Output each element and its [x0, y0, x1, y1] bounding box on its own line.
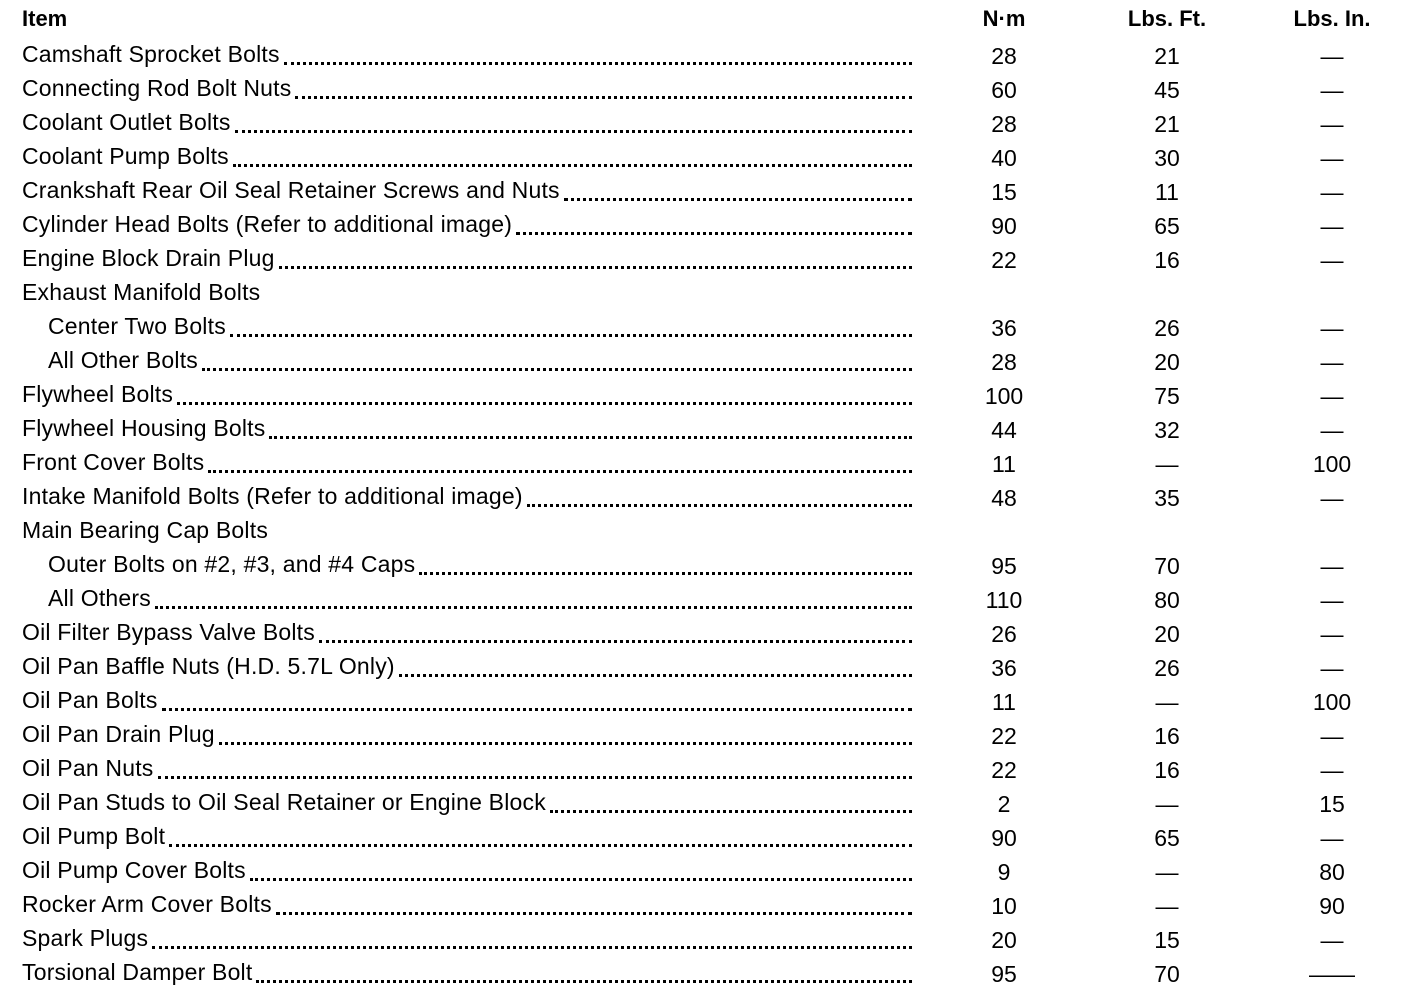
value-pound-inches: 90: [1319, 893, 1345, 919]
item-cell: [22, 173, 912, 207]
dot-leader: [235, 105, 912, 139]
table-row: [0, 71, 1408, 105]
dot-leader: [269, 411, 912, 445]
item-label: Outer Bolts on #2, #3, and #4 Caps: [48, 550, 416, 577]
value-pound-feet: 45: [1154, 77, 1180, 103]
value-pound-feet: 30: [1154, 145, 1180, 171]
table-row: [0, 853, 1408, 887]
value-newton-meters: 100: [984, 383, 1024, 409]
item-cell: [22, 207, 912, 241]
value-newton-meters: 95: [991, 553, 1017, 579]
value-pound-feet: —: [1155, 791, 1179, 817]
table-row: [0, 173, 1408, 207]
item-cell: [22, 139, 912, 173]
item-label: Engine Block Drain Plug: [22, 244, 275, 271]
header-newton-meters: N·m: [982, 6, 1026, 31]
value-newton-meters: 36: [991, 315, 1017, 341]
dot-leader: [550, 785, 912, 819]
item-cell: [22, 411, 912, 445]
item-cell: [22, 615, 912, 649]
item-cell: [22, 887, 912, 921]
dot-leader: [155, 581, 912, 615]
value-pound-feet: 20: [1154, 349, 1180, 375]
table-row: [0, 139, 1408, 173]
table-row: [0, 207, 1408, 241]
item-cell: [22, 513, 912, 547]
table-row: [0, 37, 1408, 71]
value-pound-feet: 65: [1154, 825, 1180, 851]
dot-leader: [527, 479, 912, 513]
table-row: [0, 717, 1408, 751]
value-newton-meters: 10: [991, 893, 1017, 919]
value-newton-meters: 28: [991, 43, 1017, 69]
table-row: [0, 615, 1408, 649]
item-cell: [22, 275, 912, 309]
table-row: [0, 683, 1408, 717]
value-pound-feet: 65: [1154, 213, 1180, 239]
dot-leader: [158, 751, 912, 785]
item-cell: [22, 479, 912, 513]
item-label: Main Bearing Cap Bolts: [22, 516, 269, 543]
value-newton-meters: 22: [991, 247, 1017, 273]
item-label: Connecting Rod Bolt Nuts: [22, 74, 292, 101]
value-newton-meters: 48: [991, 485, 1017, 511]
table-row: [0, 887, 1408, 921]
value-pound-inches: —: [1320, 553, 1344, 579]
dot-leader: [419, 547, 912, 581]
value-newton-meters: 11: [992, 451, 1016, 477]
table-row: [0, 105, 1408, 139]
item-label: Oil Pan Drain Plug: [22, 720, 215, 747]
value-pound-feet: 35: [1154, 485, 1180, 511]
value-newton-meters: [944, 513, 1064, 547]
dot-leader: [276, 887, 912, 921]
value-pound-inches: [1272, 275, 1392, 309]
value-pound-inches: —: [1320, 723, 1344, 749]
table-row: [0, 411, 1408, 445]
item-cell: [22, 377, 912, 411]
item-cell: [22, 37, 912, 71]
item-label: Torsional Damper Bolt: [22, 958, 253, 985]
item-cell: [22, 105, 912, 139]
dot-leader: [279, 241, 912, 275]
value-pound-feet: 70: [1154, 961, 1180, 987]
value-pound-feet: —: [1155, 893, 1179, 919]
value-newton-meters: 20: [991, 927, 1017, 953]
table-row: [0, 343, 1408, 377]
item-label: Coolant Outlet Bolts: [22, 108, 231, 135]
table-row: [0, 921, 1408, 955]
item-cell: [22, 921, 912, 955]
value-pound-inches: —: [1320, 111, 1344, 137]
value-pound-feet: [1107, 513, 1227, 547]
item-label: All Other Bolts: [48, 346, 198, 373]
item-cell: [22, 649, 912, 683]
value-pound-inches: —: [1320, 621, 1344, 647]
table-row: [0, 581, 1408, 615]
value-pound-inches: —: [1320, 43, 1344, 69]
item-cell: [48, 547, 912, 581]
item-label: Crankshaft Rear Oil Seal Retainer Screws and Nuts: [22, 176, 560, 203]
item-cell: [22, 785, 912, 819]
value-pound-feet: —: [1155, 689, 1179, 715]
value-newton-meters: 90: [991, 213, 1017, 239]
item-cell: [22, 819, 912, 853]
dot-leader: [399, 649, 912, 683]
value-pound-inches: 100: [1312, 451, 1352, 477]
value-pound-inches: —: [1320, 587, 1344, 613]
value-pound-feet: —: [1155, 451, 1179, 477]
value-newton-meters: 95: [991, 961, 1017, 987]
value-newton-meters: 60: [991, 77, 1017, 103]
item-cell: [22, 717, 912, 751]
header-pound-feet: Lbs. Ft.: [1127, 6, 1207, 31]
item-cell: [48, 309, 912, 343]
dot-leader: [230, 309, 912, 343]
value-pound-inches: 100: [1312, 689, 1352, 715]
dot-leader: [219, 717, 912, 751]
item-label: Oil Pump Bolt: [22, 822, 166, 849]
value-pound-feet: 15: [1154, 927, 1180, 953]
item-cell: [22, 445, 912, 479]
table-row: [0, 785, 1408, 819]
value-pound-feet: 75: [1154, 383, 1180, 409]
item-label: Coolant Pump Bolts: [22, 142, 229, 169]
item-label: Front Cover Bolts: [22, 448, 205, 475]
table-row: [0, 377, 1408, 411]
value-pound-feet: 21: [1154, 111, 1180, 137]
dot-leader: [208, 445, 912, 479]
dot-leader: [202, 343, 912, 377]
value-pound-inches: —: [1320, 655, 1344, 681]
value-pound-inches: —: [1320, 927, 1344, 953]
item-label: Cylinder Head Bolts (Refer to additional image): [22, 210, 513, 237]
value-pound-feet: [1107, 275, 1227, 309]
item-cell: [48, 581, 912, 615]
item-label: Center Two Bolts: [48, 312, 226, 339]
value-pound-feet: 16: [1154, 723, 1180, 749]
value-pound-inches: —: [1320, 315, 1344, 341]
dot-leader: [319, 615, 912, 649]
table-row: [0, 955, 1408, 989]
table-row: [0, 819, 1408, 853]
table-row: [0, 649, 1408, 683]
table-row: [0, 241, 1408, 275]
table-group-heading: [0, 513, 1408, 547]
value-pound-feet: 80: [1154, 587, 1180, 613]
value-pound-inches: —: [1320, 485, 1344, 511]
value-pound-inches: —: [1320, 417, 1344, 443]
value-newton-meters: 22: [991, 723, 1017, 749]
item-cell: [48, 343, 912, 377]
header-item: Item: [22, 6, 68, 31]
value-pound-inches: —: [1320, 145, 1344, 171]
value-newton-meters: 28: [991, 111, 1017, 137]
header-pound-inches: Lbs. In.: [1293, 6, 1371, 31]
value-newton-meters: 40: [991, 145, 1017, 171]
value-newton-meters: 22: [991, 757, 1017, 783]
value-pound-feet: 26: [1154, 315, 1180, 341]
value-newton-meters: 28: [991, 349, 1017, 375]
value-newton-meters: 36: [991, 655, 1017, 681]
value-pound-feet: 16: [1154, 757, 1180, 783]
value-pound-inches: —: [1320, 77, 1344, 103]
value-newton-meters: 15: [991, 179, 1017, 205]
item-label: Oil Filter Bypass Valve Bolts: [22, 618, 315, 645]
dot-leader: [516, 207, 912, 241]
value-pound-feet: 26: [1154, 655, 1180, 681]
value-pound-feet: 70: [1154, 553, 1180, 579]
value-pound-inches: —: [1320, 213, 1344, 239]
dot-leader: [256, 955, 912, 989]
item-label: Rocker Arm Cover Bolts: [22, 890, 272, 917]
item-label: Spark Plugs: [22, 924, 149, 951]
item-label: Flywheel Housing Bolts: [22, 414, 266, 441]
value-pound-feet: 21: [1154, 43, 1180, 69]
value-newton-meters: 44: [991, 417, 1017, 443]
item-cell: [22, 683, 912, 717]
item-cell: [22, 241, 912, 275]
table-row: [0, 445, 1408, 479]
value-pound-inches: —: [1320, 757, 1344, 783]
item-label: Oil Pan Studs to Oil Seal Retainer or Engine Block: [22, 788, 546, 815]
item-label: Oil Pan Nuts: [22, 754, 154, 781]
value-pound-feet: 20: [1154, 621, 1180, 647]
item-cell: [22, 71, 912, 105]
dot-leader: [152, 921, 912, 955]
item-cell: [22, 955, 912, 989]
dot-leader: [284, 37, 912, 71]
value-pound-feet: 32: [1154, 417, 1180, 443]
dot-leader: [250, 853, 912, 887]
item-cell: [22, 853, 912, 887]
value-pound-feet: 16: [1154, 247, 1180, 273]
dot-leader: [177, 377, 912, 411]
value-pound-inches: —: [1320, 179, 1344, 205]
value-pound-inches: —: [1320, 383, 1344, 409]
dot-leader: [169, 819, 912, 853]
item-label: Oil Pan Baffle Nuts (H.D. 5.7L Only): [22, 652, 395, 679]
dot-leader: [564, 173, 912, 207]
value-pound-inches: 15: [1319, 791, 1345, 817]
value-newton-meters: 90: [991, 825, 1017, 851]
value-pound-inches: —: [1320, 825, 1344, 851]
value-newton-meters: 2: [997, 791, 1011, 817]
value-pound-inches: [1272, 513, 1392, 547]
value-newton-meters: 9: [997, 859, 1011, 885]
item-label: Flywheel Bolts: [22, 380, 174, 407]
value-newton-meters: 11: [992, 689, 1016, 715]
value-pound-inches: ——: [1309, 961, 1355, 987]
value-pound-inches: —: [1320, 349, 1344, 375]
value-pound-inches: 80: [1319, 859, 1345, 885]
item-label: Exhaust Manifold Bolts: [22, 278, 261, 305]
item-label: Camshaft Sprocket Bolts: [22, 40, 280, 67]
value-newton-meters: [944, 275, 1064, 309]
item-label: Intake Manifold Bolts (Refer to additional image): [22, 482, 523, 509]
item-label: Oil Pan Bolts: [22, 686, 158, 713]
item-cell: [22, 751, 912, 785]
item-label: All Others: [48, 584, 151, 611]
value-pound-feet: 11: [1155, 179, 1179, 205]
table-group-heading: [0, 275, 1408, 309]
value-pound-inches: —: [1320, 247, 1344, 273]
table-row: [0, 547, 1408, 581]
value-pound-feet: —: [1155, 859, 1179, 885]
value-newton-meters: 26: [991, 621, 1017, 647]
item-label: Oil Pump Cover Bolts: [22, 856, 246, 883]
table-row: [0, 479, 1408, 513]
table-row: [0, 309, 1408, 343]
dot-leader: [295, 71, 912, 105]
value-newton-meters: 110: [985, 587, 1023, 613]
dot-leader: [233, 139, 912, 173]
dot-leader: [162, 683, 912, 717]
table-row: [0, 751, 1408, 785]
